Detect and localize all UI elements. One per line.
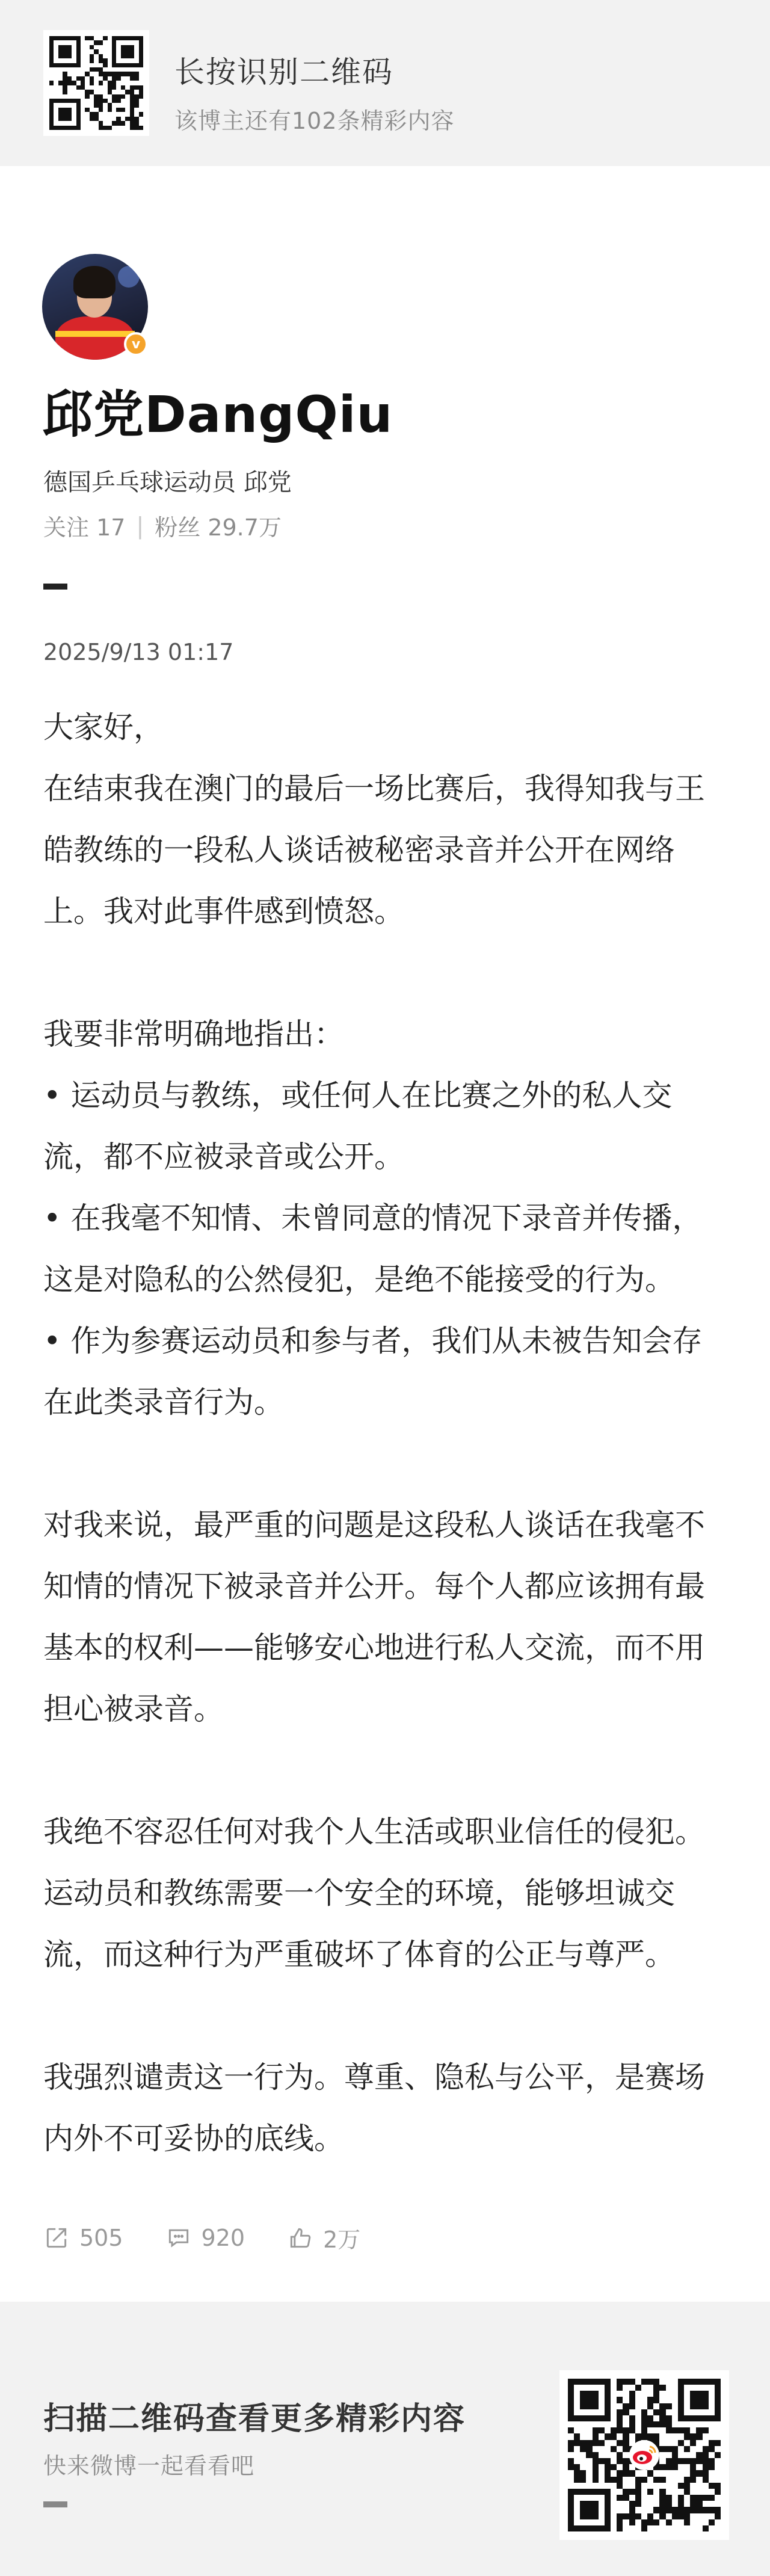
comment-button[interactable]	[165, 2225, 245, 2251]
avatar-shirt-stripe	[55, 331, 135, 337]
qr-code-icon[interactable]	[43, 30, 149, 136]
bottom-banner-subtitle: 快来微博一起看看吧	[43, 2453, 255, 2479]
post-paragraph-4: 我绝不容忍任何对我个人生活或职业信任的侵犯。运动员和教练需要一个安全的环境，能够坦诚交流，而这种行为严重破坏了体育的公正与尊严。	[43, 1814, 705, 1972]
top-qr-banner	[0, 0, 770, 166]
comment-icon	[165, 2225, 192, 2251]
stats-divider: |	[136, 512, 144, 539]
bottom-qr-banner	[0, 2302, 770, 2576]
share-icon	[43, 2225, 70, 2251]
paragraph-gap	[43, 1985, 729, 2047]
paragraph-gap	[43, 1433, 729, 1494]
share-count: 505	[79, 2224, 123, 2251]
like-count: 2万	[323, 2226, 361, 2253]
post-paragraph-2: 我要非常明确地指出： • 运动员与教练，或任何人在比赛之外的私人交流，都不应被录音或公开。 • 在我毫不知情、未曾同意的情况下录音并传播，这是对隐私的公然侵犯，是绝不能接受的行为。 • 作为参赛运动员和参与者，我们从未被告知会存在此类录音行为。	[43, 1017, 703, 1420]
paragraph-gap	[43, 942, 729, 1003]
like-button[interactable]	[287, 2221, 360, 2254]
weibo-logo-icon	[629, 2440, 659, 2470]
following-count[interactable]: 关注 17	[43, 514, 126, 541]
thumbs-up-icon	[287, 2225, 313, 2251]
post-paragraph-3: 对我来说，最严重的问题是这段私人谈话在我毫不知情的情况下被录音并公开。每个人都应该拥有最基本的权利——能够安心地进行私人交流，而不用担心被录音。	[43, 1508, 705, 1727]
verified-badge-icon: v	[124, 332, 148, 356]
paragraph-gap	[43, 1740, 729, 1801]
followers-count[interactable]: 粉丝 29.7万	[155, 514, 282, 541]
post-actions-bar	[43, 2221, 402, 2254]
share-button[interactable]	[43, 2225, 123, 2251]
avatar-shirt	[55, 316, 135, 360]
qr-banner-subtitle: 该博主还有102条精彩内容	[174, 108, 455, 134]
profile-name[interactable]: 邱党DangQiu	[42, 385, 393, 444]
avatar-hair	[73, 266, 116, 298]
post-paragraph-5: 我强烈谴责这一行为。尊重、隐私与公平，是赛场内外不可妥协的底线。	[43, 2060, 705, 2156]
comment-count: 920	[201, 2224, 245, 2251]
qr-banner-title: 长按识别二维码	[174, 55, 393, 90]
profile-bio: 德国乒乓球运动员 邱党	[43, 469, 292, 496]
post-date: 2025/9/13 01:17	[43, 639, 234, 665]
avatar-background-light	[118, 266, 140, 288]
bottom-banner-title: 扫描二维码查看更多精彩内容	[43, 2401, 466, 2437]
bottom-divider	[43, 2501, 67, 2507]
profile-stats	[43, 509, 282, 542]
post-paragraph-1: 大家好， 在结束我在澳门的最后一场比赛后，我得知我与王皓教练的一段私人谈话被秘密录音并公开在网络上。我对此事件感到愤怒。	[43, 710, 705, 929]
section-divider	[43, 584, 67, 590]
post-body	[43, 697, 729, 2169]
